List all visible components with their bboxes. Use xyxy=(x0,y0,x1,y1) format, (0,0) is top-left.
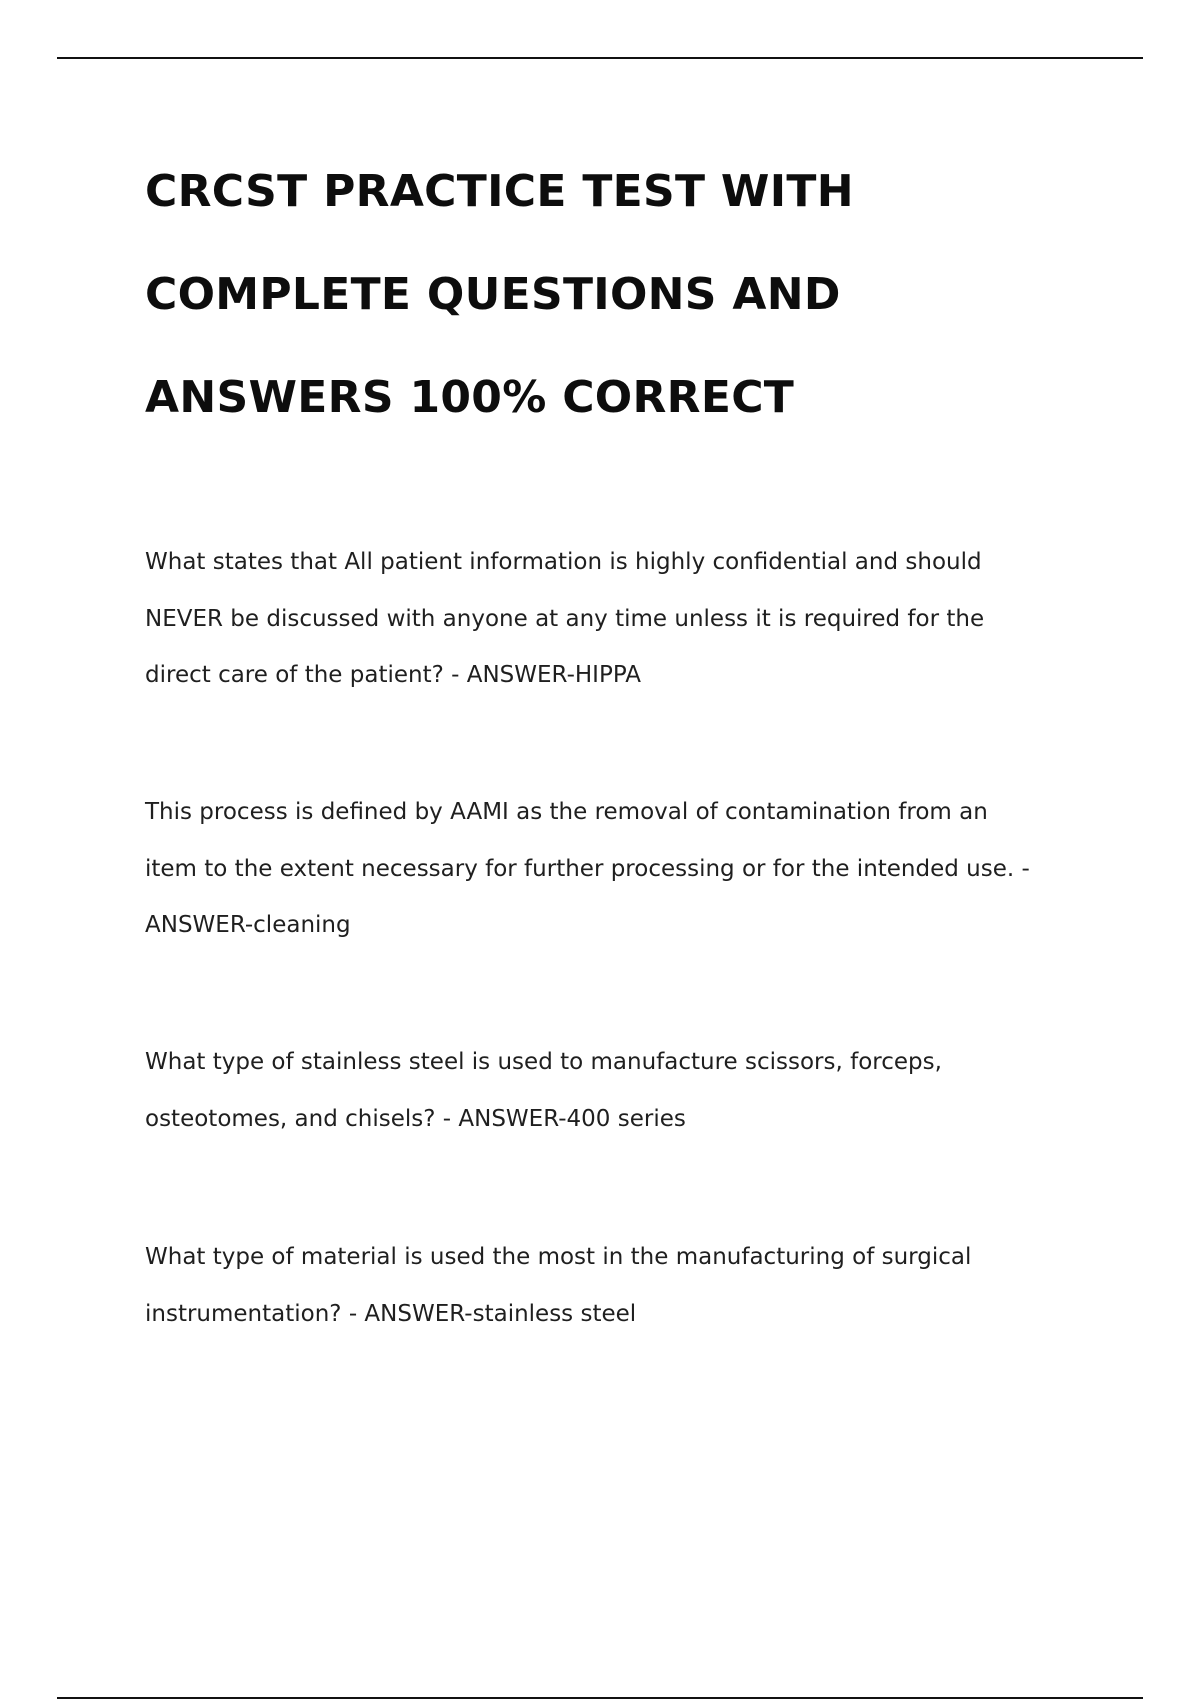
document-title xyxy=(145,140,1105,449)
question-answer-item xyxy=(145,534,1095,704)
qa-line: direct care of the patient? - ANSWER-HIPPA xyxy=(145,662,641,688)
question-answer-item xyxy=(145,784,1095,954)
header-rule xyxy=(57,57,1143,59)
qa-line: What states that All patient information is highly confidential and should xyxy=(145,549,982,575)
qa-line: instrumentation? - ANSWER-stainless steel xyxy=(145,1300,637,1327)
qa-line: osteotomes, and chisels? - ANSWER-400 series xyxy=(145,1105,686,1132)
qa-line: ANSWER-cleaning xyxy=(145,912,351,938)
title-line: CRCST PRACTICE TEST WITH xyxy=(145,166,854,217)
qa-line: What type of stainless steel is used to manufacture scissors, forceps, xyxy=(145,1049,942,1075)
qa-line: NEVER be discussed with anyone at any time unless it is required for the xyxy=(145,605,985,632)
question-answer-item xyxy=(145,1229,1095,1342)
qa-line: What type of material is used the most in the manufacturing of surgical xyxy=(145,1244,972,1270)
footer-rule xyxy=(57,1697,1143,1699)
question-answer-item xyxy=(145,1034,1095,1147)
title-line: COMPLETE QUESTIONS AND xyxy=(145,269,841,320)
title-line: ANSWERS 100% CORRECT xyxy=(145,372,795,423)
qa-line: item to the extent necessary for further processing or for the intended use. - xyxy=(145,855,1030,882)
qa-line: This process is defined by AAMI as the removal of contamination from an xyxy=(145,799,988,825)
